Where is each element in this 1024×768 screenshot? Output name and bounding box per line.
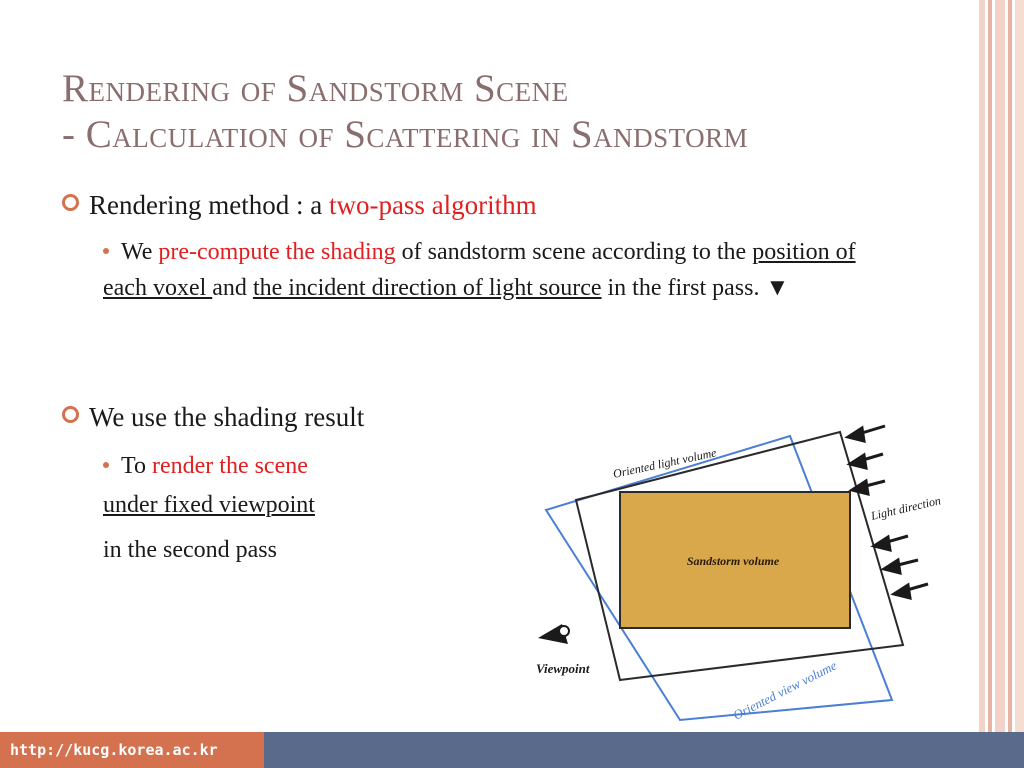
footer-url[interactable]: http://kucg.korea.ac.kr (0, 732, 264, 768)
sandstorm-volume-label: Sandstorm volume (686, 554, 780, 568)
sub-underline-voxel: position of each voxel (103, 239, 856, 301)
decorative-side-stripes (979, 0, 1024, 732)
sub-highlight: pre-compute the shading (158, 239, 396, 265)
dot-bullet-icon (103, 248, 109, 254)
view-volume-label: Oriented view volume (730, 657, 840, 723)
ring-bullet-icon (62, 406, 79, 423)
sub-bullet-render (103, 448, 308, 484)
bullet-shading-result (62, 402, 364, 433)
line-second-pass: in the second pass (103, 537, 277, 563)
viewpoint-label: Viewpoint (536, 661, 590, 676)
sub-text-end: in the first pass. ▼ (601, 275, 790, 301)
eye-icon (538, 624, 569, 644)
bullet-text: We use the shading result (89, 402, 365, 432)
sub-bullet-precompute (103, 234, 863, 306)
light-volume-label: Oriented light volume (611, 445, 718, 481)
sub-text-and: and (212, 275, 253, 301)
sandstorm-diagram (520, 390, 980, 730)
dot-bullet-icon (103, 462, 109, 468)
bullet-text: Rendering method : a (89, 190, 329, 220)
sub-text-mid: of sandstorm scene according to the (395, 239, 753, 265)
sub-text-to: To (121, 453, 152, 479)
bullet-rendering-method (62, 190, 537, 221)
ring-bullet-icon (62, 194, 79, 211)
title-line-1: Rendering of Sandstorm Scene (62, 67, 569, 110)
title-line-2: - Calculation of Scattering in Sandstorm (62, 113, 749, 156)
sub-underline-incident: the incident direction of light source (252, 275, 602, 301)
light-direction-label: Light direction (869, 493, 943, 523)
slide-title (62, 66, 962, 158)
line-fixed-viewpoint: under fixed viewpoint (103, 492, 315, 518)
sub-text-we: We (121, 239, 159, 265)
bullet-highlight: two-pass algorithm (328, 190, 537, 220)
sub-highlight: render the scene (151, 453, 308, 479)
footer-bar (0, 732, 1024, 768)
